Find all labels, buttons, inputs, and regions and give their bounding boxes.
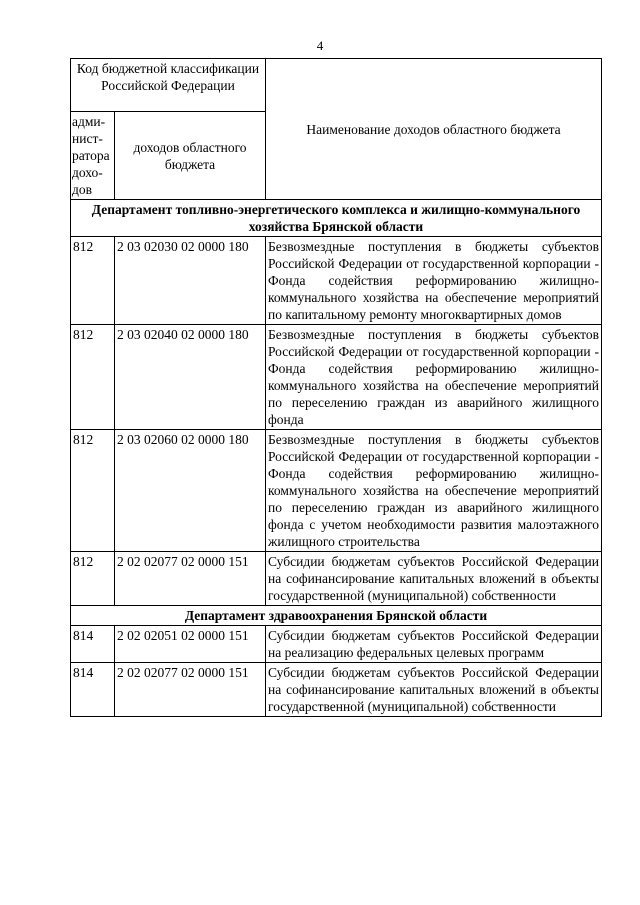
table-row bbox=[71, 430, 602, 552]
income-code-cell: 2 03 02040 02 0000 180 bbox=[115, 325, 266, 430]
code-group-header: Код бюджетной классификации Российской Федерации bbox=[71, 59, 266, 112]
income-name-cell: Субсидии бюджетам субъектов Российской Федерации на софинансирование капитальных вложений в объекты государственной (муниципальной) собственности bbox=[266, 663, 602, 717]
table-row bbox=[71, 663, 602, 717]
page-number: 4 bbox=[316, 38, 324, 53]
table-row bbox=[71, 552, 602, 606]
income-code-cell: 2 03 02060 02 0000 180 bbox=[115, 430, 266, 552]
admin-code-cell: 812 bbox=[71, 325, 115, 430]
income-code-cell: 2 02 02051 02 0000 151 bbox=[115, 626, 266, 663]
department-title: Департамент здравоохранения Брянской области bbox=[71, 606, 602, 626]
admin-code-cell: 812 bbox=[71, 430, 115, 552]
department-title: Департамент топливно-энергетического комплекса и жилищно-коммунального хозяйства Брянской области bbox=[71, 200, 602, 237]
income-code-cell: 2 03 02030 02 0000 180 bbox=[115, 237, 266, 325]
income-name-cell: Безвозмездные поступления в бюджеты субъектов Российской Федерации от государственной корпорации - Фонда содействия реформированию жилищно-коммунального хозяйства на обеспечение мероприятий по переселению граждан из аварийного жилищного фонда с учетом необходимости развития малоэтажного жилищного строительства bbox=[266, 430, 602, 552]
department-row bbox=[71, 200, 602, 237]
income-name-header: Наименование доходов областного бюджета bbox=[266, 59, 602, 200]
table-row bbox=[71, 626, 602, 663]
admin-code-cell: 812 bbox=[71, 237, 115, 325]
income-code-header: доходов областного бюджета bbox=[115, 112, 266, 200]
income-name-cell: Безвозмездные поступления в бюджеты субъектов Российской Федерации от государственной корпорации - Фонда содействия реформированию жилищно-коммунального хозяйства на обеспечение мероприятий по капитальному ремонту многоквартирных домов bbox=[266, 237, 602, 325]
department-row bbox=[71, 606, 602, 626]
admin-code-header: адми-нист-ратора дохо-дов bbox=[71, 112, 115, 200]
table-header-row bbox=[71, 59, 602, 112]
admin-code-cell: 814 bbox=[71, 626, 115, 663]
income-code-cell: 2 02 02077 02 0000 151 bbox=[115, 552, 266, 606]
income-code-cell: 2 02 02077 02 0000 151 bbox=[115, 663, 266, 717]
table-row bbox=[71, 237, 602, 325]
income-name-cell: Безвозмездные поступления в бюджеты субъектов Российской Федерации от государственной корпорации - Фонда содействия реформированию жилищно-коммунального хозяйства на обеспечение мероприятий по переселению граждан из аварийного жилищного фонда bbox=[266, 325, 602, 430]
admin-code-cell: 812 bbox=[71, 552, 115, 606]
table-row bbox=[71, 325, 602, 430]
income-name-cell: Субсидии бюджетам субъектов Российской Федерации на реализацию федеральных целевых программ bbox=[266, 626, 602, 663]
income-name-cell: Субсидии бюджетам субъектов Российской Федерации на софинансирование капитальных вложений в объекты государственной (муниципальной) собственности bbox=[266, 552, 602, 606]
budget-classification-table bbox=[70, 58, 602, 717]
admin-code-cell: 814 bbox=[71, 663, 115, 717]
